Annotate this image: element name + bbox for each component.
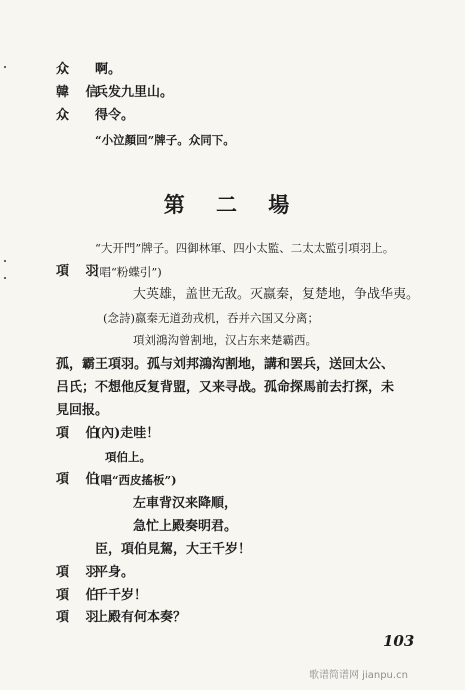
speech-line: 吕氏；不想他反复背盟，又来寻战。孤命探馬前去打探，未 — [56, 380, 395, 395]
recitation-line: 項刘鴻沟曾割地，汉占东来楚霸西。 — [133, 333, 317, 347]
verse-line: 急忙上殿奏明君。 — [133, 519, 238, 534]
speaker-label: 众 — [56, 108, 76, 123]
scan-speck — [4, 66, 6, 68]
recitation-line: (念詩)嬴秦无道劲戎机，吞并六国又分离； — [103, 311, 319, 325]
dialogue-line: 啊。 — [95, 62, 122, 77]
watermark: 歌谱简谱网 jianpu.cn — [309, 670, 408, 681]
dialogue-line: 千千岁！ — [95, 588, 148, 603]
speaker-label: 众 — [56, 62, 76, 77]
stage-direction: 項伯上。 — [105, 450, 151, 464]
page-number: 103 — [383, 632, 415, 650]
stage-direction: “小泣顏回”牌子。众同下。 — [95, 133, 235, 147]
verse-line: 左車背汉来降順， — [133, 496, 238, 511]
speaker-label: 項 羽 — [56, 610, 105, 625]
speaker-label: 項 羽 — [56, 264, 105, 279]
speech-line: 孤，霸王項羽。孤与刘邦鴻沟割地，講和罢兵，送回太公、 — [56, 357, 395, 372]
dialogue-line: 兵发九里山。 — [95, 85, 174, 100]
speaker-label: 項 伯 — [56, 426, 105, 441]
speech-line: 臣，項伯見駕，大王千岁！ — [95, 542, 252, 557]
dialogue-line: 得令。 — [95, 108, 135, 123]
stage-direction: “大开門”牌子。四御林軍、四小太監、二太太監引項羽上。 — [95, 241, 395, 255]
dialogue-line: (內)走哇！ — [95, 426, 160, 441]
aria-direction: (唱“西皮搖板”) — [95, 473, 177, 487]
verse-line: 大英雄，盖世无敌。灭嬴秦，复楚地，争战华夷。 — [133, 287, 420, 302]
scene-title: 第 二 場 — [163, 192, 302, 217]
speaker-label: 項 伯 — [56, 472, 105, 487]
dialogue-line: 上殿有何本奏？ — [95, 610, 187, 625]
aria-direction: (唱“粉蝶引”) — [95, 265, 162, 279]
dialogue-line: 平身。 — [95, 565, 135, 580]
speaker-label: 韓 信 — [56, 85, 105, 100]
scan-speck — [4, 277, 6, 279]
scan-speck — [4, 260, 6, 262]
speaker-label: 項 伯 — [56, 588, 105, 603]
speaker-label: 項 羽 — [56, 565, 105, 580]
speech-line: 見回报。 — [56, 403, 109, 418]
